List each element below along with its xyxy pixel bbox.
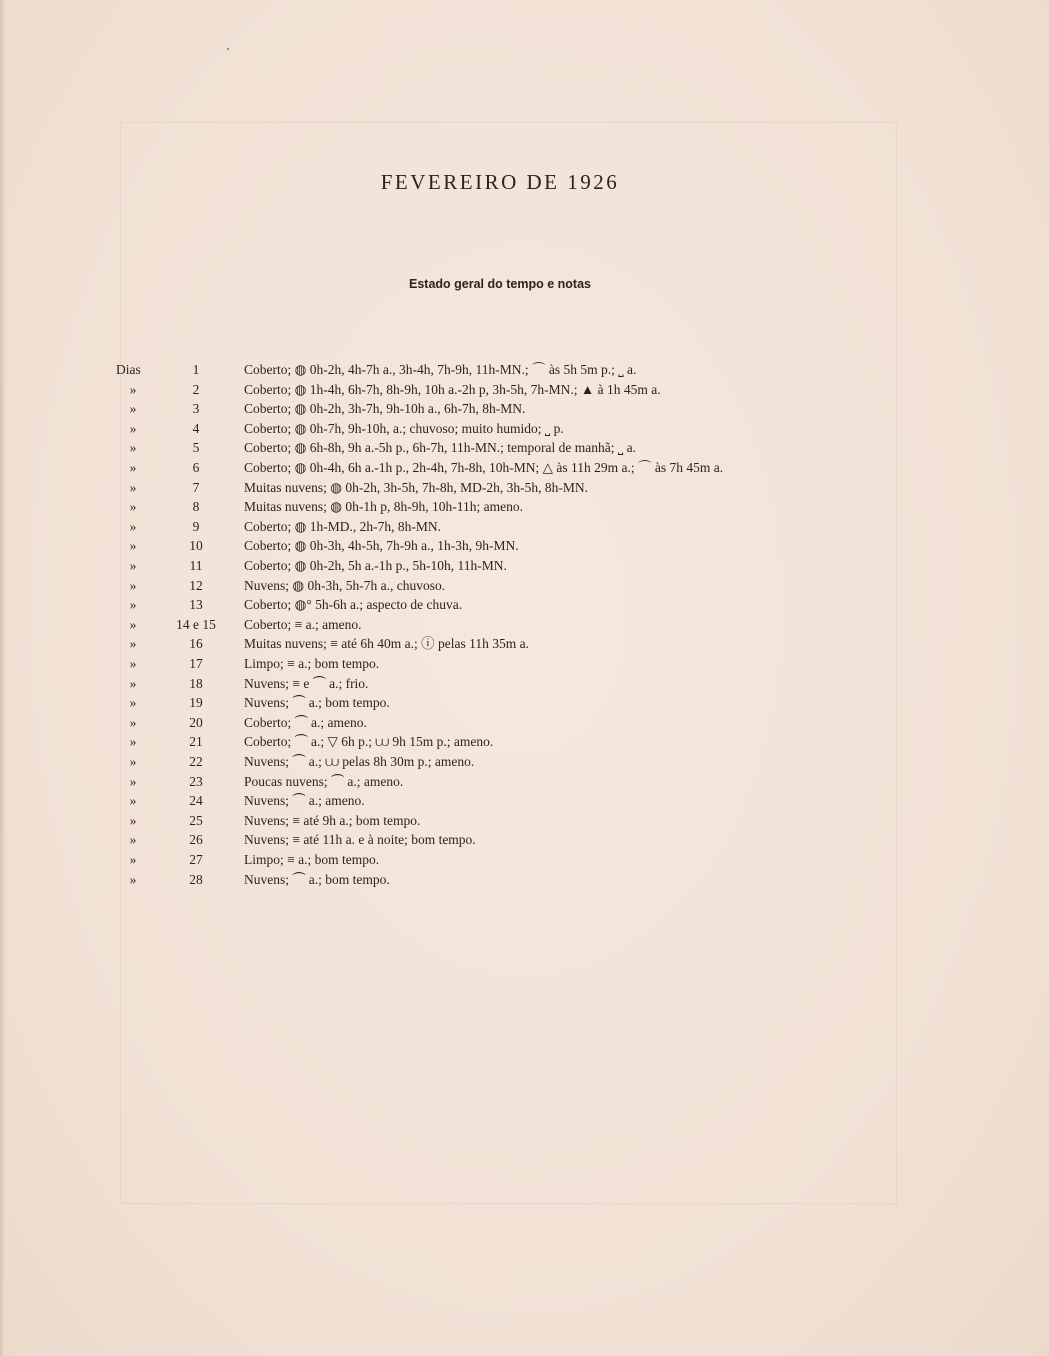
weather-note: Muitas nuvens; ◍ 0h-1h p, 8h-9h, 10h-11h; ameno. — [244, 499, 523, 515]
weather-note: Coberto; ◍ 0h-2h, 3h-7h, 9h-10h a., 6h-7h, 8h-MN. — [244, 401, 526, 417]
day-number: 26 — [189, 832, 203, 848]
weather-note: Nuvens; ≡ até 9h a.; bom tempo. — [244, 812, 421, 828]
table-row — [0, 654, 1049, 674]
table-row — [0, 713, 1049, 733]
ditto-mark: » — [129, 577, 137, 593]
ditto-mark: » — [129, 773, 137, 789]
ditto-mark: » — [129, 558, 137, 573]
weather-note: Coberto; ⏜ a.; ameno. — [244, 714, 367, 730]
day-number: 20 — [189, 714, 203, 730]
table-row — [0, 615, 1049, 635]
table-row — [0, 380, 1049, 400]
day-number: 5 — [192, 440, 200, 456]
weather-note: Muitas nuvens; ≡ até 6h 40m a.; ⓘ pelas 11h 35m a. — [244, 636, 529, 652]
table-row — [0, 399, 1049, 419]
day-number: 14 e 15 — [176, 616, 216, 632]
day-number: 4 — [192, 420, 200, 436]
ditto-mark: » — [129, 656, 137, 671]
day-number: 1 — [192, 362, 200, 377]
table-row — [0, 478, 1049, 498]
ditto-mark: » — [129, 616, 137, 632]
ditto-mark: » — [129, 695, 137, 711]
ditto-mark: » — [129, 420, 137, 436]
ditto-mark: » — [129, 479, 137, 495]
table-row — [0, 576, 1049, 596]
table-row — [0, 517, 1049, 537]
weather-note: Nuvens; ≡ e ⏜ a.; frio. — [244, 675, 369, 691]
day-number: 17 — [189, 656, 203, 671]
page-title: FEVEREIRO DE 1926 — [380, 170, 620, 194]
weather-note: Coberto; ◍ 0h-7h, 9h-10h, a.; chuvoso; muito humido; ⎵ p. — [244, 420, 564, 436]
weather-note: Coberto; ≡ a.; ameno. — [244, 616, 362, 632]
table-row — [0, 419, 1049, 439]
weather-note: Coberto; ◍ 0h-3h, 4h-5h, 7h-9h a., 1h-3h, 9h-MN. — [244, 538, 519, 554]
day-number: 8 — [192, 499, 200, 515]
ditto-mark: » — [129, 812, 137, 828]
table-row — [0, 634, 1049, 654]
weather-note: Nuvens; ≡ até 11h a. e à noite; bom tempo. — [244, 832, 476, 848]
table-row — [0, 595, 1049, 615]
table-row — [0, 791, 1049, 811]
table-row — [0, 850, 1049, 870]
weather-note: Limpo; ≡ a.; bom tempo. — [244, 852, 380, 867]
specks — [227, 48, 229, 50]
day-number: 28 — [189, 871, 203, 887]
day-number: 10 — [189, 538, 203, 554]
weather-note: Poucas nuvens; ⏜ a.; ameno. — [244, 773, 404, 789]
ditto-mark: » — [129, 714, 137, 730]
ditto-mark: » — [129, 852, 137, 867]
day-number: 23 — [189, 773, 203, 789]
ditto-mark: » — [129, 499, 137, 515]
weather-note: Coberto; ◍ 0h-2h, 4h-7h a., 3h-4h, 7h-9h, 11h-MN.; ⌒ às 5h 5m p.; ⎵ a. — [244, 362, 637, 377]
ditto-mark: » — [129, 597, 137, 613]
table-row — [0, 870, 1049, 890]
ditto-mark: » — [129, 401, 137, 417]
section-subtitle: Estado geral do tempo e notas — [409, 277, 591, 291]
day-number: 18 — [189, 675, 203, 691]
table-row — [0, 556, 1049, 576]
table-row — [0, 497, 1049, 517]
day-number: 22 — [189, 754, 203, 769]
weather-note: Nuvens; ⏜ a.; ⩊ pelas 8h 30m p.; ameno. — [244, 754, 475, 769]
day-number: 6 — [192, 460, 200, 475]
day-number: 12 — [189, 577, 203, 593]
table-row — [0, 830, 1049, 850]
day-number: 27 — [189, 852, 203, 867]
ditto-mark: » — [129, 518, 137, 534]
day-number: 9 — [192, 518, 200, 534]
day-number: 13 — [189, 597, 203, 613]
weather-note: Coberto; ⏜ a.; ▽ 6h p.; ⩊ 9h 15m p.; ameno. — [244, 734, 494, 750]
table-row — [0, 360, 1049, 380]
ditto-mark: » — [129, 381, 137, 397]
weather-note: Coberto; ◍ 0h-2h, 5h a.-1h p., 5h-10h, 11h-MN. — [244, 558, 507, 573]
dias-label: Dias — [116, 362, 141, 377]
weather-note: Coberto; ◍ 6h-8h, 9h a.-5h p., 6h-7h, 11h-MN.; temporal de manhã; ⎵ a. — [244, 440, 636, 456]
ditto-mark: » — [129, 460, 137, 475]
ditto-mark: » — [129, 734, 137, 750]
day-number: 11 — [189, 558, 203, 573]
day-number: 7 — [192, 479, 200, 495]
ditto-mark: » — [129, 675, 137, 691]
table-row — [0, 772, 1049, 792]
table-row — [0, 536, 1049, 556]
weather-note: Coberto; ◍° 5h-6h a.; aspecto de chuva. — [244, 597, 463, 613]
weather-note: Nuvens; ⏜ a.; ameno. — [244, 793, 365, 809]
day-number: 25 — [189, 812, 203, 828]
day-number: 3 — [192, 401, 200, 417]
weather-note: Coberto; ◍ 0h-4h, 6h a.-1h p., 2h-4h, 7h-8h, 10h-MN; △ às 11h 29m a.; ⌒ às 7h 45m a. — [244, 460, 724, 475]
ditto-mark: » — [129, 754, 137, 769]
ditto-mark: » — [129, 832, 137, 848]
day-number: 21 — [189, 734, 203, 750]
weather-note: Nuvens; ⏜ a.; bom tempo. — [244, 871, 390, 887]
table-row — [0, 458, 1049, 478]
table-row — [0, 752, 1049, 772]
day-number: 24 — [189, 793, 203, 809]
table-row — [0, 693, 1049, 713]
ditto-mark: » — [129, 440, 137, 456]
day-number: 19 — [189, 695, 203, 711]
day-number: 2 — [192, 381, 200, 397]
weather-note: Nuvens; ◍ 0h-3h, 5h-7h a., chuvoso. — [244, 577, 446, 593]
ditto-mark: » — [129, 636, 137, 652]
weather-note: Coberto; ◍ 1h-4h, 6h-7h, 8h-9h, 10h a.-2h p, 3h-5h, 7h-MN.; ▲ à 1h 45m a. — [244, 381, 661, 397]
weather-note: Coberto; ◍ 1h-MD., 2h-7h, 8h-MN. — [244, 518, 442, 534]
table-row — [0, 438, 1049, 458]
day-number: 16 — [189, 636, 203, 652]
weather-note: Limpo; ≡ a.; bom tempo. — [244, 656, 380, 671]
table-row — [0, 732, 1049, 752]
weather-note: Nuvens; ⏜ a.; bom tempo. — [244, 695, 390, 711]
ditto-mark: » — [129, 871, 137, 887]
table-row — [0, 674, 1049, 694]
ditto-mark: » — [129, 793, 137, 809]
weather-note: Muitas nuvens; ◍ 0h-2h, 3h-5h, 7h-8h, MD-2h, 3h-5h, 8h-MN. — [244, 479, 589, 495]
ditto-mark: » — [129, 538, 137, 554]
table-row — [0, 811, 1049, 831]
